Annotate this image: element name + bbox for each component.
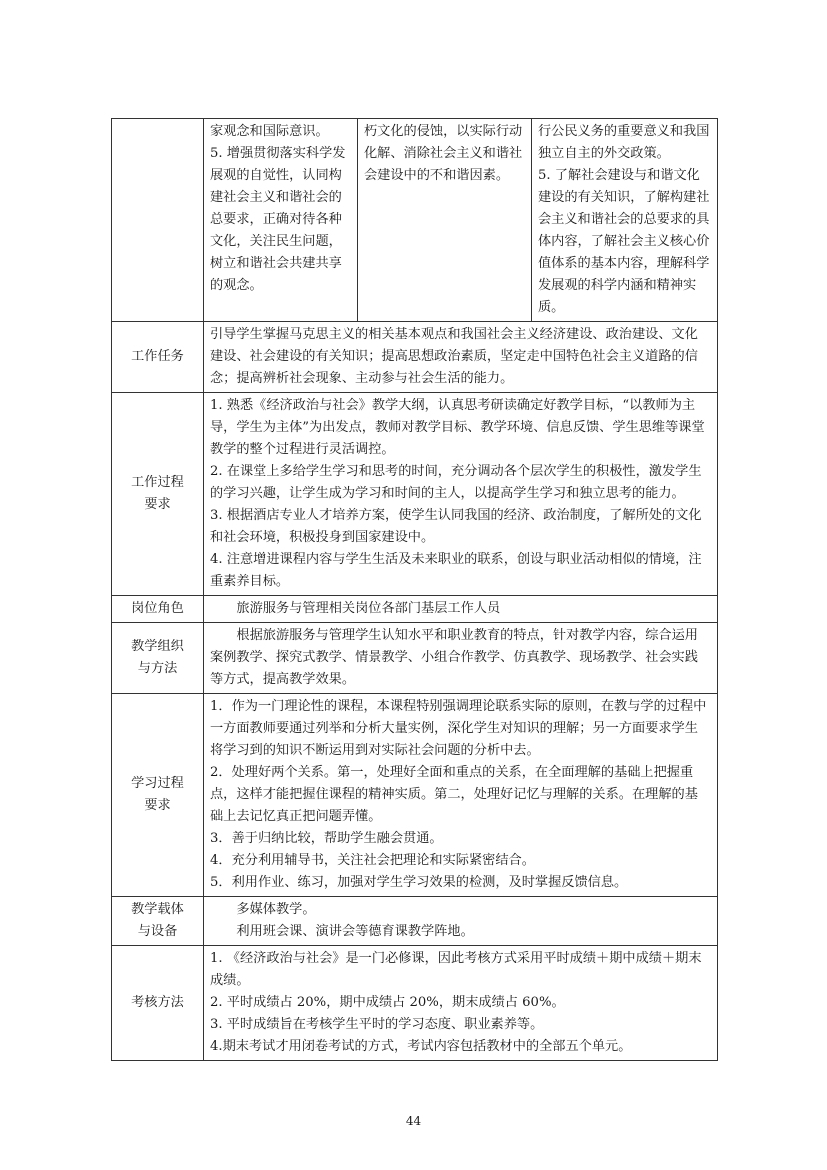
objective-column-2 <box>358 119 532 322</box>
row-label-line: 考核方法 <box>131 995 184 1010</box>
row-label-line: 工作任务 <box>131 349 184 364</box>
content-paragraph: 3．善于归纳比较，帮助学生融会贯通。 <box>210 831 443 846</box>
objective-text: 朽文化的侵蚀，以实际行动化解、消除社会主义和谐社会建设中的不和谐因素。 <box>364 124 523 183</box>
content-paragraph: 利用班会课、演讲会等德育课教学阵地。 <box>236 924 474 939</box>
content-paragraph: 2. 在课堂上多给学生学习和思考的时间，充分调动各个层次学生的积极性，激发学生的学习兴趣，让学生成为学习和时间的主人，以提高学生学习和独立思考的能力。 <box>210 464 702 501</box>
objectives-continuation-row <box>112 119 718 322</box>
row-content <box>204 623 718 694</box>
row-label-line: 与方法 <box>137 661 178 676</box>
content-paragraph: 2. 平时成绩占 20%，期中成绩占 20%，期末成绩占 60%。 <box>210 995 565 1010</box>
row-label-line: 教学组织 <box>131 639 184 654</box>
row-label <box>112 946 204 1061</box>
work-task-row <box>112 322 718 393</box>
row-label-line: 要求 <box>144 798 171 813</box>
row-content <box>204 322 718 393</box>
page-number: 44 <box>405 1114 422 1128</box>
objective-text: 5. 增强贯彻落实科学发展观的自觉性，认同构建社会主义和谐社会的总要求，正确对待各种文化，关注民生问题，树立和谐社会共建共享的观念。 <box>210 146 346 293</box>
empty-label-cell <box>112 119 204 322</box>
row-label-line: 要求 <box>144 497 171 512</box>
row-label <box>112 897 204 946</box>
row-label-line: 与设备 <box>137 924 178 939</box>
objective-text: 5. 了解社会建设与和谐文化建设的有关知识，了解构建社会主义和谐社会的总要求的具体内容，了解社会主义核心价值体系的基本内容，理解科学发展观的科学内涵和精神实质。 <box>538 168 710 315</box>
assessment-row <box>112 946 718 1061</box>
work-process-row <box>112 393 718 596</box>
row-content <box>204 694 718 897</box>
content-paragraph: 3. 根据酒店专业人才培养方案，使学生认同我国的经济、政治制度，了解所处的文化和社会环境，积极投身到国家建设中。 <box>210 508 702 545</box>
curriculum-table <box>111 118 718 1061</box>
row-content <box>204 596 718 623</box>
objective-text: 家观念和国际意识。 <box>210 124 329 139</box>
content-paragraph: 1．作为一门理论性的课程，本课程特别强调理论联系实际的原则，在教与学的过程中一方面教师要通过列举和分析大量实例，深化学生对知识的理解；另一方面要求学生将学习到的知识不断运用到对实际社会问题的分析中去。 <box>210 699 707 758</box>
learning-process-row <box>112 694 718 897</box>
content-paragraph: 1. 《经济政治与社会》是一门必修课，因此考核方式采用平时成绩＋期中成绩＋期末成绩。 <box>210 951 702 988</box>
row-label <box>112 623 204 694</box>
content-paragraph: 4. 注意增进课程内容与学生生活及未来职业的联系，创设与职业活动相似的情境，注重素养目标。 <box>210 552 702 589</box>
row-label <box>112 393 204 596</box>
content-paragraph: 2．处理好两个关系。第一，处理好全面和重点的关系，在全面理解的基础上把握重点，这样才能把握住课程的精神实质。第二，处理好记忆与理解的关系。在理解的基础上去记忆真正把问题弄懂。 <box>210 765 698 824</box>
content-paragraph: 引导学生掌握马克思主义的相关基本观点和我国社会主义经济建设、政治建设、文化建设、社会建设的有关知识；提高思想政治素质，坚定走中国特色社会主义道路的信念；提高辨析社会现象、主动参与社会生活的能力。 <box>210 327 698 386</box>
position-role-row <box>112 596 718 623</box>
content-paragraph: 3. 平时成绩旨在考核学生平时的学习态度、职业素养等。 <box>210 1017 544 1032</box>
row-label-line: 岗位角色 <box>131 601 184 616</box>
row-content <box>204 946 718 1061</box>
objective-column-1 <box>204 119 358 322</box>
row-label-line: 教学载体 <box>131 902 184 917</box>
content-paragraph: 多媒体教学。 <box>236 902 316 917</box>
row-label-line: 工作过程 <box>131 475 184 490</box>
content-paragraph: 根据旅游服务与管理学生认知水平和职业教育的特点，针对教学内容，综合运用案例教学、探究式教学、情景教学、小组合作教学、仿真教学、现场教学、社会实践等方式，提高教学效果。 <box>210 628 698 687</box>
row-content <box>204 897 718 946</box>
content-paragraph: 4.期末考试才用闭卷考试的方式，考试内容包括教材中的全部五个单元。 <box>210 1039 632 1054</box>
content-paragraph: 4．充分利用辅导书，关注社会把理论和实际紧密结合。 <box>210 853 535 868</box>
row-label <box>112 322 204 393</box>
content-paragraph: 1. 熟悉《经济政治与社会》教学大纲，认真思考研读确定好教学目标，“以教师为主导，学生为主体”为出发点，教师对教学目标、教学环境、信息反馈、学生思维等课堂教学的整个过程进行灵活调控。 <box>210 398 705 457</box>
row-content <box>204 393 718 596</box>
row-label-line: 学习过程 <box>131 776 184 791</box>
content-paragraph: 5．利用作业、练习，加强对学生学习效果的检测，及时掌握反馈信息。 <box>210 875 628 890</box>
teaching-method-row <box>112 623 718 694</box>
row-label <box>112 596 204 623</box>
teaching-equipment-row <box>112 897 718 946</box>
objective-text: 行公民义务的重要意义和我国独立自主的外交政策。 <box>538 124 710 161</box>
content-paragraph: 旅游服务与管理相关岗位各部门基层工作人员 <box>236 601 501 616</box>
row-label <box>112 694 204 897</box>
objective-column-3 <box>532 119 718 322</box>
